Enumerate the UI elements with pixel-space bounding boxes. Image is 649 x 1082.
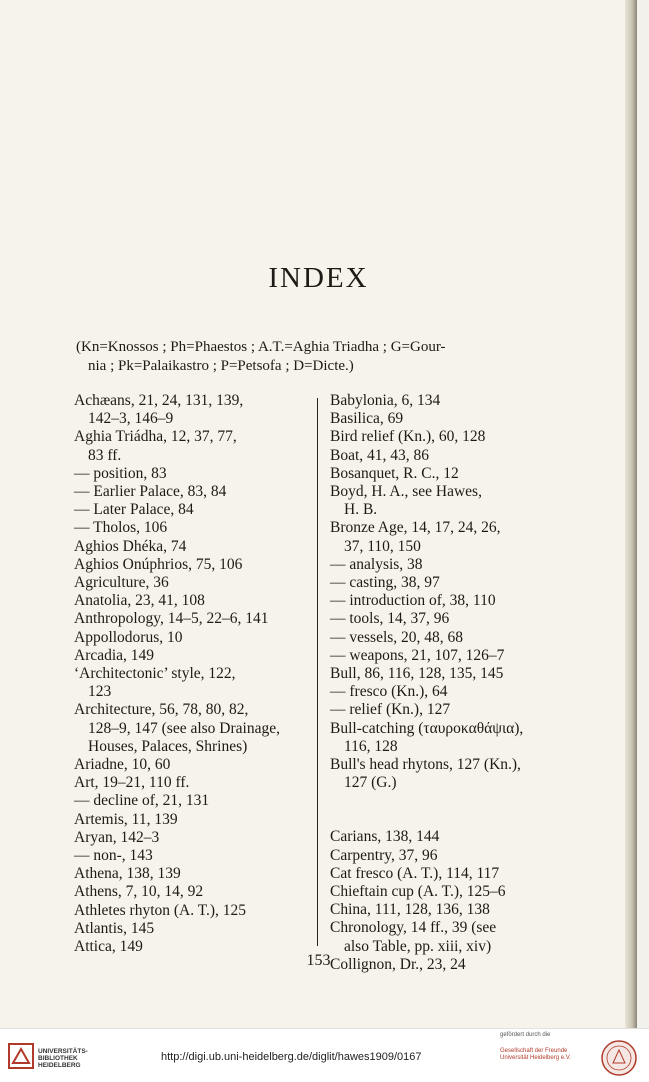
index-entry: — introduction of, 38, 110	[330, 592, 496, 610]
index-entry: Bull's head rhytons, 127 (Kn.),	[330, 756, 521, 774]
university-seal-icon	[600, 1039, 638, 1077]
index-entry: Aghios Dhéka, 74	[74, 537, 187, 555]
index-entry: 142–3, 146–9	[88, 410, 174, 428]
index-entry: Art, 19–21, 110 ff.	[74, 774, 190, 792]
index-entry: 128–9, 147 (see also Drainage,	[88, 719, 280, 737]
index-entry: — relief (Kn.), 127	[330, 701, 451, 719]
index-entry: Chronology, 14 ff., 39 (see	[330, 919, 497, 937]
index-entry: — casting, 38, 97	[330, 574, 440, 592]
index-entry: Bull, 86, 116, 128, 135, 145	[330, 665, 504, 683]
index-entry: Athena, 138, 139	[74, 865, 181, 883]
index-entry: Athens, 7, 10, 14, 92	[74, 883, 204, 901]
index-entry: Chieftain cup (A. T.), 125–6	[330, 883, 506, 901]
library-name-line: UNIVERSITÄTS-	[38, 1048, 88, 1055]
index-entry: — vessels, 20, 48, 68	[330, 628, 464, 646]
sponsor-note	[500, 1032, 590, 1062]
index-entry: 83 ff.	[88, 446, 122, 464]
page-title: INDEX	[268, 262, 369, 294]
index-entry: Bronze Age, 14, 17, 24, 26,	[330, 519, 501, 537]
index-entry: Carpentry, 37, 96	[330, 846, 438, 864]
library-name	[38, 1048, 88, 1069]
abbreviation-legend	[76, 338, 576, 376]
index-entry: Appollodorus, 10	[74, 628, 183, 646]
index-entry: — Earlier Palace, 83, 84	[74, 483, 227, 501]
index-entry: 37, 110, 150	[344, 537, 421, 555]
column-divider	[317, 398, 318, 946]
library-logo-icon	[8, 1043, 34, 1069]
index-entry: Bull-catching (ταυροκαθάψια),	[330, 719, 524, 737]
index-entry: Boyd, H. A., see Hawes,	[330, 483, 482, 501]
library-name-line: HEIDELBERG	[38, 1062, 81, 1069]
index-entry: Artemis, 11, 139	[74, 810, 178, 828]
digitization-footer	[0, 1028, 649, 1082]
index-entry: Atlantis, 145	[74, 919, 155, 937]
index-entry	[330, 792, 562, 828]
legend-line-2: nia ; Pk=Palaikastro ; P=Petsofa ; D=Dicte.)	[88, 358, 354, 374]
index-entry: Cat fresco (A. T.), 114, 117	[330, 864, 500, 882]
page-edge	[625, 0, 637, 1028]
index-entry: H. B.	[344, 501, 378, 519]
index-entry: Ariadne, 10, 60	[74, 756, 171, 774]
index-entry: — analysis, 38	[330, 555, 423, 573]
index-entry: Carians, 138, 144	[330, 828, 440, 846]
index-entry: Aryan, 142–3	[74, 828, 160, 846]
index-entry: China, 111, 128, 136, 138	[330, 901, 490, 919]
library-name-line: BIBLIOTHEK	[38, 1055, 78, 1062]
index-entry: Anatolia, 23, 41, 108	[74, 592, 205, 610]
index-entry: — weapons, 21, 107, 126–7	[330, 646, 505, 664]
index-entry: Aghia Triádha, 12, 37, 77,	[74, 428, 237, 446]
sponsor-org-line: Gesellschaft der Freunde	[500, 1048, 568, 1054]
index-entry: Athletes rhyton (A. T.), 125	[74, 901, 247, 919]
index-entry: Achæans, 21, 24, 131, 139,	[74, 392, 244, 409]
index-column-right	[330, 392, 562, 974]
index-entry: 123	[88, 683, 112, 701]
index-entry: Bird relief (Kn.), 60, 128	[330, 428, 486, 446]
index-entry: also Table, pp. xiii, xiv)	[344, 937, 492, 955]
index-entry: ‘Architectonic’ style, 122,	[74, 665, 236, 683]
sponsor-org-line: Universität Heidelberg e.V.	[500, 1055, 571, 1061]
index-entry: 116, 128	[344, 737, 398, 755]
index-entry: Agriculture, 36	[74, 574, 169, 592]
index-entry: — Tholos, 106	[74, 519, 168, 537]
source-url-link[interactable]: http://digi.ub.uni-heidelberg.de/diglit/hawes1909/0167	[161, 1051, 422, 1063]
index-entry: Aghios Onúphrios, 75, 106	[74, 555, 243, 573]
index-entry: — fresco (Kn.), 64	[330, 683, 448, 701]
index-entry: Houses, Palaces, Shrines)	[88, 737, 248, 755]
index-entry: Babylonia, 6, 134	[330, 392, 441, 409]
index-entry: 127 (G.)	[344, 774, 397, 792]
index-entry: — Later Palace, 84	[74, 501, 194, 519]
index-entry: Collignon, Dr., 23, 24	[330, 955, 466, 973]
index-entry: Attica, 149	[74, 938, 143, 956]
sponsor-organization	[500, 1048, 590, 1062]
index-column-left	[74, 392, 306, 956]
index-entry: Architecture, 56, 78, 80, 82,	[74, 701, 249, 719]
index-entry: — non-, 143	[74, 847, 153, 865]
legend-line-1: (Kn=Knossos ; Ph=Phaestos ; A.T.=Aghia Triadha ; G=Gour-	[76, 339, 446, 355]
page-number: 153	[306, 952, 331, 969]
index-entry: Boat, 41, 43, 86	[330, 446, 430, 464]
index-entry: Arcadia, 149	[74, 646, 155, 664]
index-entry: — tools, 14, 37, 96	[330, 610, 450, 628]
index-entry: Bosanquet, R. C., 12	[330, 464, 459, 482]
sponsor-label: gefördert durch die	[500, 1032, 551, 1038]
index-entry: Anthropology, 14–5, 22–6, 141	[74, 610, 269, 628]
index-entry: — decline of, 21, 131	[74, 792, 210, 810]
index-entry: Basilica, 69	[330, 410, 404, 428]
index-entry: — position, 83	[74, 464, 167, 482]
